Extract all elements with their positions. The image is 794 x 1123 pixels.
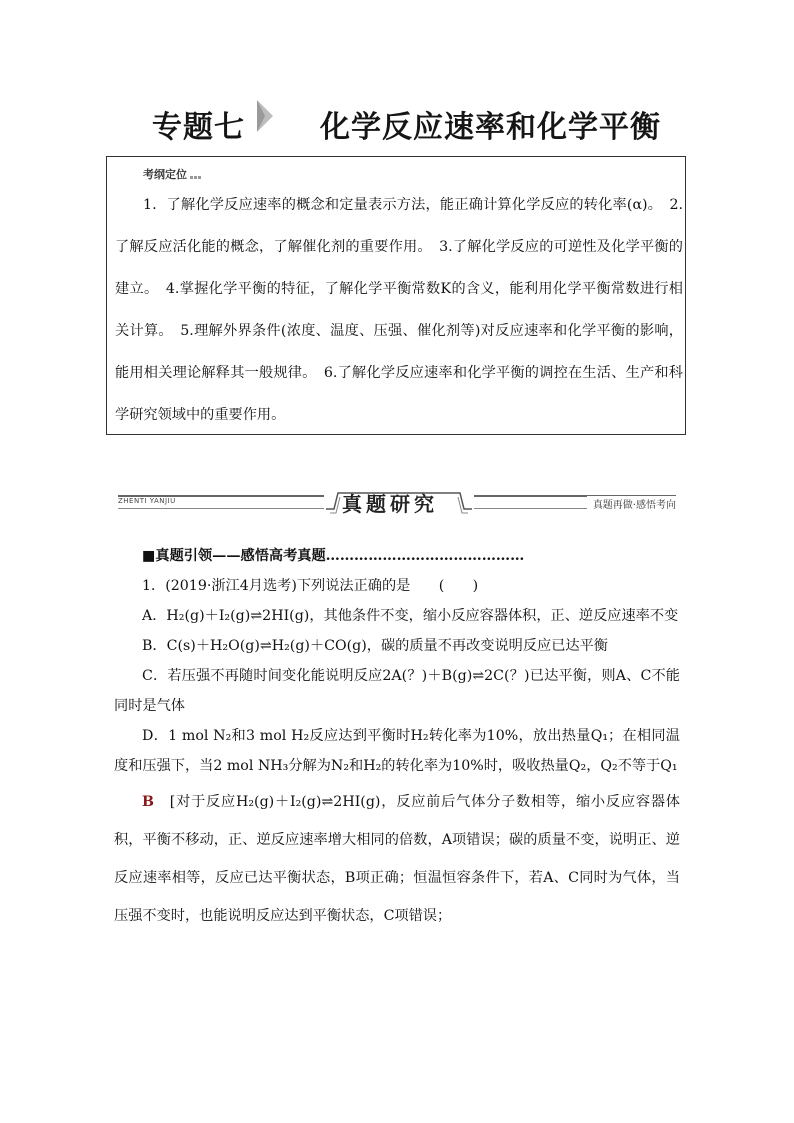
- syllabus-text: 1．了解化学反应速率的概念和定量表示方法，能正确计算化学反应的转化率(α)。 2.了解反应活化能的概念，了解催化剂的重要作用。 3.了解化学反应的可逆性及化学平衡的建立。 4.掌握化学平衡的特征，了解化学平衡常数K的含义，能利用化学平衡常数进行相关计算。 5.理解外界条件(浓度、温度、压强、催化剂等)对反应速率和化学平衡的影响，能用相关理论解释其一般规律。 6.了解化学反应速率和化学平衡的调控在生活、生产和科学研究领域中的重要作用。: [115, 197, 683, 423]
- answer-explanation: [对于反应H₂(g)＋I₂(g)⇌2HI(g)，反应前后气体分子数相等，缩小反应容器体积，平衡不移动，正、逆反应速率增大相同的倍数，A项错误；碳的质量不变，说明正、逆反应速率相等，反应已达平衡状态，B项正确；恒温恒容条件下，若A、C同时为气体，当压强不变时，也能说明反应达到平衡状态，C项错误；: [114, 794, 680, 924]
- chapter-name: 化学反应速率和化学平衡: [320, 110, 661, 145]
- section-banner: [118, 487, 676, 517]
- question-section: [114, 541, 680, 935]
- banner-subtitle: 真题再做·感悟考向: [587, 496, 676, 511]
- syllabus-label: 考纲定位: [143, 166, 201, 182]
- option-a: A．H₂(g)＋I₂(g)⇌2HI(g)，其他条件不变，缩小反应容器体积，正、逆反应速率不变: [142, 608, 679, 624]
- banner-pinyin: ZHENTI YANJIU: [118, 497, 182, 505]
- question-stem: 1．(2019·浙江4月选考)下列说法正确的是 ( ): [142, 578, 479, 594]
- chevron-right-icon: [254, 96, 276, 136]
- section-heading: ■真题引领——感悟高考真题……………………………………: [142, 548, 525, 564]
- option-d: D．1 mol N₂和3 mol H₂反应达到平衡时H₂转化率为10%，放出热量Q₁；在相同温度和压强下，当2 mol NH₃分解为N₂和H₂的转化率为10%时，吸收热量Q₂，Q₂不等于Q₁: [114, 728, 680, 774]
- banner-center: [324, 487, 474, 517]
- chapter-title: [0, 96, 794, 144]
- banner-title: 真题研究: [342, 492, 438, 516]
- option-c: C．若压强不再随时间变化能说明反应2A(？)＋B(g)⇌2C(？)已达平衡，则A、C不能同时是气体: [114, 668, 680, 714]
- answer-letter: B: [142, 794, 154, 810]
- chapter-number: 专题七: [152, 110, 245, 145]
- answer-paragraph: [114, 783, 680, 935]
- option-b: B．C(s)＋H₂O(g)⇌H₂(g)＋CO(g)，碳的质量不再改变说明反应已达平衡: [142, 638, 608, 654]
- dots-icon: [189, 169, 201, 182]
- syllabus-box: [106, 156, 686, 435]
